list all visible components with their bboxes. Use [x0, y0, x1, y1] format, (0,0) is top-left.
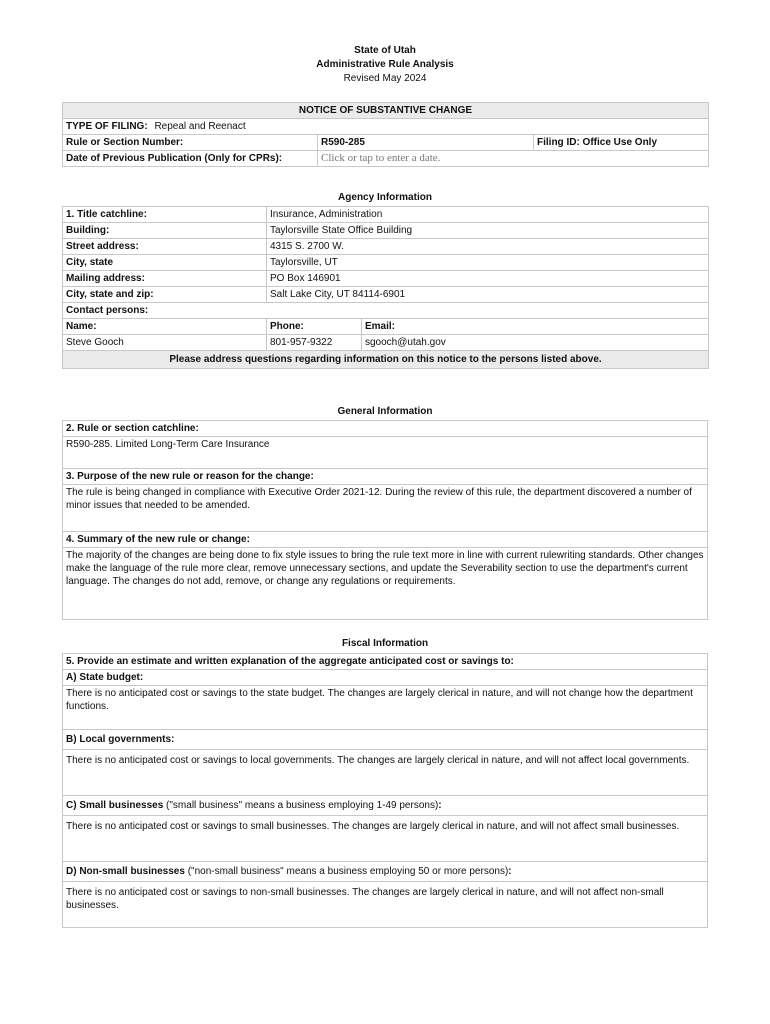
q4-label: 4. Summary of the new rule or change:	[63, 532, 708, 548]
agency-label-building: Building:	[63, 223, 267, 239]
q2-label: 2. Rule or section catchline:	[63, 421, 708, 437]
local-governments-value: There is no anticipated cost or savings to local governments. The changes are largely clerical in nature, and will not affect local governments.	[63, 750, 708, 796]
contact-phone: 801-957-9322	[267, 335, 362, 351]
agency-value-mailing: PO Box 146901	[267, 271, 709, 287]
general-heading: General Information	[337, 406, 433, 417]
agency-value-city-zip: Salt Lake City, UT 84114-6901	[267, 287, 709, 303]
agency-label-city-zip: City, state and zip:	[63, 287, 267, 303]
agency-label-city: City, state	[63, 255, 267, 271]
notice-table	[62, 102, 709, 167]
type-of-filing-label: TYPE OF FILING:	[66, 121, 148, 132]
agency-value-title: Insurance, Administration	[267, 207, 709, 223]
agency-table	[62, 206, 709, 369]
q2-value: R590-285. Limited Long-Term Care Insurance	[63, 437, 708, 469]
non-small-businesses-note: ("non-small business" means a business employing 50 or more persons)	[184, 866, 509, 877]
general-table	[62, 420, 708, 620]
header-title: Administrative Rule Analysis	[316, 59, 454, 70]
agency-value-city: Taylorsville, UT	[267, 255, 709, 271]
non-small-businesses-label: D) Non-small businesses	[66, 866, 185, 877]
contact-phone-header: Phone:	[267, 319, 362, 335]
header-state: State of Utah	[354, 45, 416, 56]
agency-value-street: 4315 S. 2700 W.	[267, 239, 709, 255]
rule-number-label: Rule or Section Number:	[63, 135, 318, 151]
fiscal-heading: Fiscal Information	[341, 638, 429, 649]
rule-number-value: R590-285	[318, 135, 534, 151]
document-header	[0, 44, 770, 86]
contact-persons-label: Contact persons:	[63, 303, 709, 319]
state-budget-value: There is no anticipated cost or savings to the state budget. The changes are largely clerical in nature, and will not change how the department functions.	[63, 686, 708, 730]
previous-publication-label: Date of Previous Publication (Only for CPRs):	[63, 151, 318, 167]
contact-name-header: Name:	[63, 319, 267, 335]
agency-heading: Agency Information	[338, 192, 432, 203]
state-budget-label: A) State budget:	[63, 670, 708, 686]
previous-publication-date-field[interactable]: Click or tap to enter a date.	[318, 151, 709, 167]
fiscal-table	[62, 653, 708, 928]
agency-label-title: 1. Title catchline:	[63, 207, 267, 223]
filing-id-label: Filing ID: Office Use Only	[534, 135, 709, 151]
local-governments-label: B) Local governments:	[63, 730, 708, 750]
notice-title: NOTICE OF SUBSTANTIVE CHANGE	[63, 103, 709, 119]
small-businesses-label-row	[63, 796, 708, 816]
non-small-businesses-colon: :	[508, 866, 512, 877]
small-businesses-colon: :	[438, 800, 442, 811]
q5-label: 5. Provide an estimate and written explanation of the aggregate anticipated cost or savings to:	[63, 654, 708, 670]
type-of-filing-row	[63, 119, 709, 135]
small-businesses-value: There is no anticipated cost or savings to small businesses. The changes are largely clerical in nature, and will not affect small businesses.	[63, 816, 708, 862]
small-businesses-label: C) Small businesses	[66, 800, 164, 811]
q4-value: The majority of the changes are being done to fix style issues to bring the rule text more in line with current rulewriting standards. Other changes make the language of the rule more clear, remove unnecessary sections, and update the Severability section to use the department's current language. The changes do not add, remove, or change any regulations or requirements.	[63, 548, 708, 620]
type-of-filing-value: Repeal and Reenact	[154, 121, 246, 132]
contact-note: Please address questions regarding information on this notice to the persons listed above.	[63, 351, 709, 369]
non-small-businesses-value: There is no anticipated cost or savings to non-small businesses. The changes are largely clerical in nature, and will not affect non-small businesses.	[63, 882, 708, 928]
header-revised: Revised May 2024	[343, 73, 427, 84]
agency-value-building: Taylorsville State Office Building	[267, 223, 709, 239]
q3-value: The rule is being changed in compliance with Executive Order 2021-12. During the review of this rule, the department discovered a number of minor issues that needed to be amended.	[63, 485, 708, 532]
non-small-businesses-label-row	[63, 862, 708, 882]
small-businesses-note: ("small business" means a business employing 1-49 persons)	[163, 800, 439, 811]
contact-email: sgooch@utah.gov	[362, 335, 709, 351]
contact-name: Steve Gooch	[63, 335, 267, 351]
q3-label: 3. Purpose of the new rule or reason for the change:	[63, 469, 708, 485]
agency-label-street: Street address:	[63, 239, 267, 255]
contact-email-header: Email:	[362, 319, 709, 335]
agency-label-mailing: Mailing address:	[63, 271, 267, 287]
